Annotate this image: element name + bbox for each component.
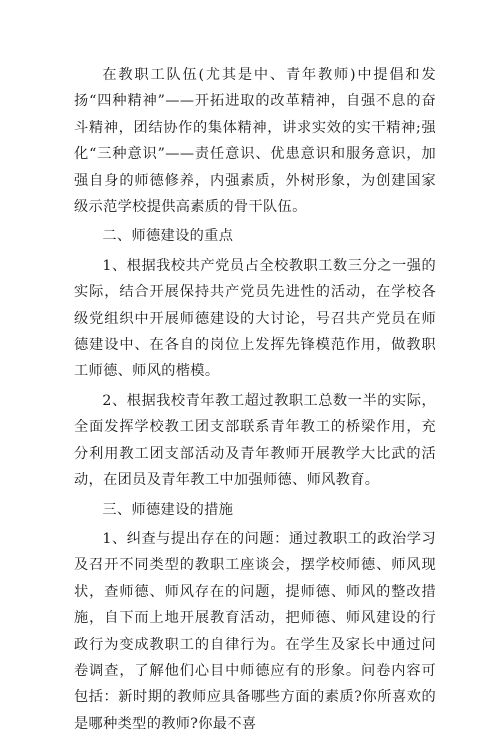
paragraph-young-teachers: 2、根据我校青年教工超过教职工总数一半的实际，全面发挥学校教工团支部联系青年教工的桥梁作用，充分利用教工团支部活动及青年教师开展教学大比武的活动，在团员及青年教工中加强师德、师风教育。 bbox=[74, 392, 436, 489]
section-heading-measures: 三、师德建设的措施 bbox=[102, 501, 234, 518]
paragraph-survey-issues: 1、纠查与提出存在的问题：通过教职工的政治学习及召开不同类型的教职工座谈会，摆学校师德、师风现状，查师德、师风存在的问题，提师德、师风的整改措施，自下而上地开展教育活动，把师德、师风建设的行政行为变成教职工的自律行为。在学生及家长中通过问卷调查，了解他们心目中师德应有的形象。问卷内容可包括：新时期的教师应具备哪些方面的素质?你所喜欢的是哪种类型的教师?你最不喜 bbox=[74, 530, 436, 732]
document-body bbox=[74, 62, 436, 737]
section-heading-focus: 二、师德建设的重点 bbox=[102, 228, 234, 245]
paragraph-teacher-spirit: 在教职工队伍(尤其是中、青年教师)中提倡和发扬“四种精神”——开拓进取的改革精神，自强不息的奋斗精神，团结协作的集体精神，讲求实效的实干精神;强化“三种意识”——责任意识、优患意识和服务意识，加强自身的师德修养，内强素质，外树形象，为创建国家级示范学校提供高素质的骨干队伍。 bbox=[74, 67, 436, 216]
paragraph-party-members: 1、根据我校共产党员占全校教职工数三分之一强的实际，结合开展保持共产党员先进性的活动，在学校各级党组织中开展师德建设的大讨论，号召共产党员在师德建设中、在各自的岗位上发挥先锋模范作用，做教职工师德、师风的楷模。 bbox=[74, 257, 436, 380]
